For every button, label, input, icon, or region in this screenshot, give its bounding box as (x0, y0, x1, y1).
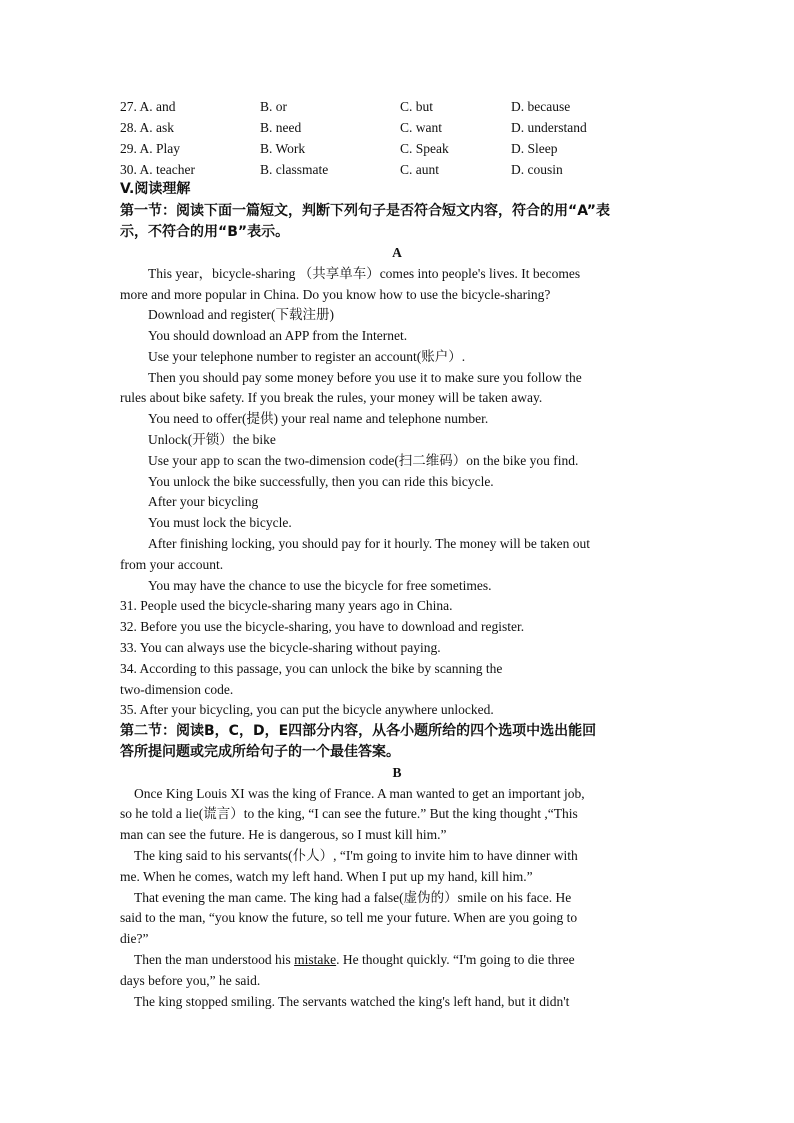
mistake-word: mistake (294, 952, 337, 967)
mistake-prefix: Then the man understood his (134, 952, 291, 967)
question-32: 32. Before you use the bicycle-sharing, you have to download and register. (120, 619, 525, 634)
question-34-cont: two-dimension code. (120, 682, 234, 697)
passage-b-line: so he told a lie(谎言）to the king, “I can see the future.” But the king thought ,“This (120, 806, 578, 821)
passage-b-line: That evening the man came. The king had a false(虚伪的）smile on his face. He (134, 890, 572, 905)
question-34: 34. According to this passage, you can unlock the bike by scanning the (120, 661, 503, 676)
passage-a-line: Download and register(下载注册) (148, 307, 334, 322)
passage-a-line: Use your telephone number to register an account(账户）. (148, 349, 466, 364)
option-row-28 (120, 118, 640, 138)
passage-b-line: man can see the future. He is dangerous, so I must kill him.” (120, 827, 447, 842)
passage-a-line: Use your app to scan the two-dimension code(扫二维码）on the bike you find. (148, 453, 579, 468)
passage-a-line: more and more popular in China. Do you know how to use the bicycle-sharing? (120, 287, 551, 302)
option-d: D. Sleep (511, 141, 558, 156)
option-d: D. because (511, 99, 571, 114)
passage-a-line: You unlock the bike successfully, then you can ride this bicycle. (148, 474, 494, 489)
passage-a-line: You must lock the bicycle. (148, 515, 292, 530)
option-a: 30. A. teacher (120, 162, 195, 177)
passage-b-mistake-line: Then the man understood his mistake. He thought quickly. “I'm going to die three (134, 952, 575, 967)
passage-a-line: You may have the chance to use the bicycle for free sometimes. (148, 578, 492, 593)
passage-a-line: from your account. (120, 557, 224, 572)
passage-b-heading: B (392, 765, 402, 780)
passage-b-line: The king stopped smiling. The servants watched the king's left hand, but it didn't (134, 994, 570, 1009)
option-c: C. want (400, 120, 442, 135)
option-b: B. or (260, 99, 287, 114)
option-a: 29. A. Play (120, 141, 181, 156)
option-c: C. but (400, 99, 434, 114)
passage-a-line: You need to offer(提供) your real name and telephone number. (148, 411, 489, 426)
option-b: B. Work (260, 141, 306, 156)
part1-instruction-cont: 示，不符合的用“B”表示。 (120, 224, 290, 240)
question-31: 31. People used the bicycle-sharing many years ago in China. (120, 598, 453, 613)
option-c: C. aunt (400, 162, 439, 177)
passage-b-line: days before you,” he said. (120, 973, 261, 988)
option-b: B. classmate (260, 162, 329, 177)
passage-b-line: me. When he comes, watch my left hand. When I put up my hand, kill him.” (120, 869, 533, 884)
option-c: C. Speak (400, 141, 449, 156)
option-a: 28. A. ask (120, 120, 174, 135)
passage-b-line: die?” (120, 931, 149, 946)
passage-a-line: You should download an APP from the Internet. (148, 328, 408, 343)
option-row-30 (120, 160, 640, 180)
passage-a-line: After your bicycling (148, 494, 259, 509)
option-d: D. cousin (511, 162, 563, 177)
part2-instruction: 第二节：阅读B，C，D，E四部分内容，从各小题所给的四个选项中选出能回 (120, 723, 597, 739)
passage-a-heading: A (392, 245, 402, 260)
passage-b-line: Once King Louis XI was the king of France. A man wanted to get an important job, (134, 786, 585, 801)
option-b: B. need (260, 120, 302, 135)
passage-a-line: After finishing locking, you should pay for it hourly. The money will be taken out (148, 536, 591, 551)
option-row-27 (120, 97, 640, 117)
part1-instruction: 第一节：阅读下面一篇短文，判断下列句子是否符合短文内容，符合的用“A”表 (120, 203, 610, 219)
mistake-suffix: He thought quickly. “I'm going to die three (342, 952, 575, 967)
section-title: V.阅读理解 (120, 181, 191, 197)
passage-b-line: The king said to his servants(仆人）, “I'm going to invite him to have dinner with (134, 848, 578, 863)
question-35: 35. After your bicycling, you can put the bicycle anywhere unlocked. (120, 702, 494, 717)
passage-a-line: Then you should pay some money before you use it to make sure you follow the (148, 370, 582, 385)
passage-a-line: Unlock(开锁）the bike (148, 432, 276, 447)
option-row-29 (120, 139, 640, 159)
option-d: D. understand (511, 120, 587, 135)
question-33: 33. You can always use the bicycle-sharing without paying. (120, 640, 441, 655)
option-a: 27. A. and (120, 99, 176, 114)
passage-a-line: This year，bicycle-sharing （共享单车）comes into people's lives. It becomes (148, 266, 581, 281)
part2-instruction-cont: 答所提问题或完成所给句子的一个最佳答案。 (120, 744, 400, 760)
passage-a-line: rules about bike safety. If you break the rules, your money will be taken away. (120, 390, 543, 405)
passage-b-line: said to the man, “you know the future, so tell me your future. When are you going to (120, 910, 578, 925)
